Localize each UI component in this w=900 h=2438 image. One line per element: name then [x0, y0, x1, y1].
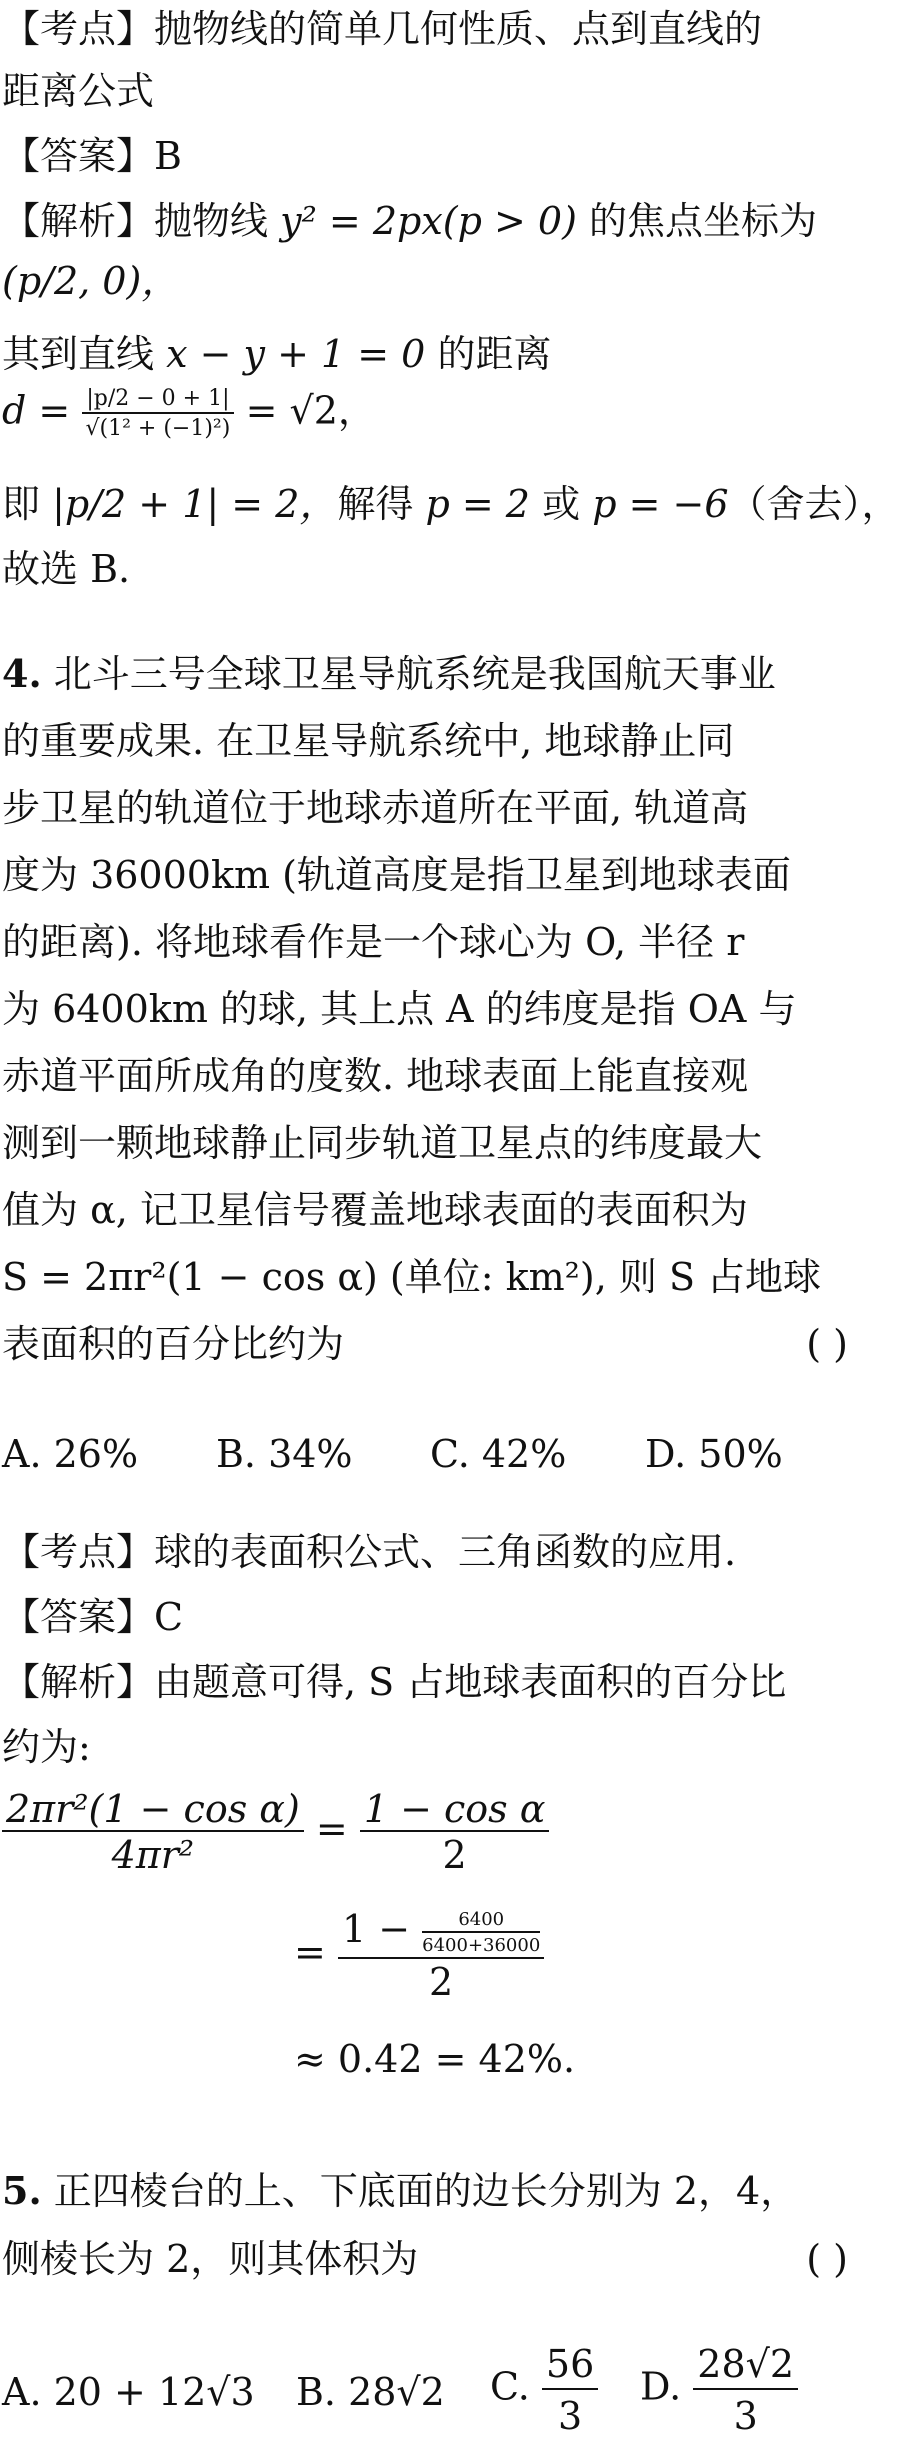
inner-denominator: 6400+36000	[422, 1934, 541, 1956]
answer-paren: ( )	[806, 1322, 848, 1366]
jiexi-label: 【解析】	[2, 199, 155, 243]
jiexi-text: 约为:	[2, 1725, 91, 1769]
q5-stem-line-1	[2, 2168, 799, 2213]
p-solution-1: p = 2	[425, 482, 530, 526]
kaodian-label: 【考点】	[2, 7, 155, 51]
option-c-fraction	[542, 2342, 598, 2438]
fraction-denominator: 4πr²	[111, 1833, 195, 1877]
q4-stem-line-10	[2, 1255, 822, 1299]
q3-jiexi-line-3	[2, 332, 552, 376]
option-c-denominator: 3	[557, 2394, 583, 2438]
stem-text: 值为 α, 记卫星信号覆盖地球表面的表面积为	[2, 1188, 748, 1232]
q3-kaodian-line	[2, 7, 763, 51]
distance-fraction	[82, 388, 233, 440]
jiexi-text: 其到直线	[2, 332, 155, 376]
equals-sign: =	[315, 1806, 348, 1851]
stem-text: 步卫星的轨道位于地球赤道所在平面, 轨道高	[2, 786, 749, 830]
q4-stem-line-1	[2, 651, 776, 696]
stem-text: 为 6400km 的球, 其上点 A 的纬度是指 OA 与	[2, 987, 797, 1031]
q3-focus-line	[2, 259, 180, 303]
q5-stem-line-2	[2, 2237, 854, 2281]
fraction-denominator: 2	[429, 1959, 454, 2004]
formula-row-1	[2, 1787, 549, 1877]
q3-kaodian-line-2	[2, 69, 155, 113]
q4-jiexi-line-1	[2, 1660, 787, 1704]
q4-stem-line-9	[2, 1188, 748, 1232]
q3-jiexi-line-1	[2, 199, 818, 243]
q4-option-a: A. 26%	[2, 1432, 139, 1476]
jiexi-text: 即	[2, 482, 41, 526]
q4-stem-line-2	[2, 719, 735, 763]
line-equation: x − y + 1 = 0	[166, 332, 426, 376]
stem-text: 度为 36000km (轨道高度是指卫星到地球表面	[2, 853, 791, 897]
stem-text: S = 2πr²(1 − cos α) (单位: km²), 则 S 占地球	[2, 1255, 822, 1299]
kaodian-text: 抛物线的简单几何性质、点到直线的	[154, 7, 763, 51]
q4-stem-line-4	[2, 853, 791, 897]
inner-fraction	[422, 1908, 541, 1956]
q4-option-c: C. 42%	[430, 1432, 567, 1476]
stem-text: 表面积的百分比约为	[2, 1322, 345, 1366]
abs-equation: |p/2 + 1| = 2，	[52, 482, 338, 526]
parabola-equation: y² = 2px(p > 0)	[280, 199, 577, 243]
option-d-numerator: 28√2	[693, 2342, 798, 2390]
stem-text: 测到一颗地球静止同步轨道卫星点的纬度最大	[2, 1121, 763, 1165]
stem-text: 北斗三号全球卫星导航系统是我国航天事业	[53, 652, 776, 696]
formula-row-2	[294, 1907, 544, 2004]
fraction-numerator	[338, 1907, 544, 1959]
answer-value: B	[154, 134, 182, 178]
option-label: C.	[490, 2364, 530, 2409]
inner-numerator: 6400	[422, 1911, 540, 1933]
q4-stem-line-3	[2, 786, 749, 830]
stem-text: 的距离). 将地球看作是一个球心为 O, 半径 r	[2, 920, 745, 964]
question-number: 5.	[2, 2168, 42, 2213]
q4-option-b: B. 34%	[216, 1432, 353, 1476]
approx-result: ≈ 0.42 = 42%.	[294, 2037, 576, 2081]
q4-kaodian-line	[2, 1530, 737, 1574]
stem-text: 赤道平面所成角的度数. 地球表面上能直接观	[2, 1054, 749, 1098]
jiexi-text: 的距离	[437, 332, 552, 376]
p-solution-2: p = −6	[592, 482, 729, 526]
formula-row-3	[294, 2037, 576, 2081]
q5-option-b: B. 28√2	[296, 2370, 445, 2414]
option-c-numerator: 56	[542, 2342, 598, 2390]
jiexi-text: （舍去），	[728, 482, 900, 526]
fraction-numerator: 1 − cos α	[360, 1790, 550, 1832]
q4-stem-line-5	[2, 920, 745, 964]
jiexi-text: 抛物线	[154, 199, 269, 243]
q3-answer-line	[2, 134, 182, 178]
numerator-text: 1 −	[341, 1907, 411, 1951]
distance-lhs: d =	[2, 388, 71, 433]
kaodian-text: 球的表面积公式、三角函数的应用.	[154, 1530, 737, 1574]
answer-value: C	[154, 1595, 184, 1639]
q4-stem-line-6	[2, 987, 797, 1031]
q3-conclusion	[2, 547, 131, 591]
focus-coordinate: (p/2, 0)，	[2, 259, 180, 303]
distance-rhs: = √2，	[245, 388, 376, 433]
option-d-fraction	[693, 2342, 798, 2438]
option-d-denominator: 3	[733, 2394, 758, 2438]
q4-stem-line-11	[2, 1322, 854, 1366]
option-label: D.	[640, 2364, 682, 2409]
jiexi-text: 或	[542, 482, 581, 526]
q4-jiexi-line-2	[2, 1725, 91, 1769]
fraction-substituted	[338, 1907, 544, 2004]
fraction-simplified	[360, 1787, 550, 1877]
jiexi-text: 的焦点坐标为	[589, 199, 818, 243]
answer-label: 【答案】	[2, 134, 155, 178]
stem-text: 的重要成果. 在卫星导航系统中, 地球静止同	[2, 719, 735, 763]
answer-paren: ( )	[806, 2237, 848, 2281]
jiexi-text: 解得	[337, 482, 414, 526]
q5-option-d	[640, 2342, 798, 2438]
q3-jiexi-line-5	[2, 482, 900, 526]
stem-text: 正四棱台的上、下底面的边长分别为 2，4，	[53, 2169, 799, 2213]
question-number: 4.	[2, 651, 42, 696]
q3-distance-line	[2, 388, 376, 440]
conclusion-text: 故选 B.	[2, 547, 131, 591]
kaodian-text-2: 距离公式	[2, 69, 155, 113]
q4-option-d: D. 50%	[645, 1432, 783, 1476]
fraction-numerator: 2πr²(1 − cos α)	[2, 1790, 304, 1832]
q5-option-a: A. 20 + 12√3	[2, 2370, 255, 2414]
answer-label: 【答案】	[2, 1595, 155, 1639]
q5-option-c	[490, 2342, 598, 2438]
q4-stem-line-7	[2, 1054, 749, 1098]
fraction-denominator: 2	[442, 1833, 467, 1877]
distance-numerator: |p/2 − 0 + 1|	[82, 388, 233, 414]
fraction-area-ratio	[2, 1787, 304, 1877]
stem-text: 侧棱长为 2，则其体积为	[2, 2237, 419, 2281]
jiexi-text: 由题意可得, S 占地球表面积的百分比	[154, 1660, 787, 1704]
q4-stem-line-8	[2, 1121, 763, 1165]
q4-answer-line	[2, 1595, 184, 1639]
jiexi-label: 【解析】	[2, 1660, 155, 1704]
equals-sign: =	[294, 1929, 326, 1974]
distance-denominator: √(1² + (−1)²)	[85, 416, 231, 441]
kaodian-label: 【考点】	[2, 1530, 155, 1574]
